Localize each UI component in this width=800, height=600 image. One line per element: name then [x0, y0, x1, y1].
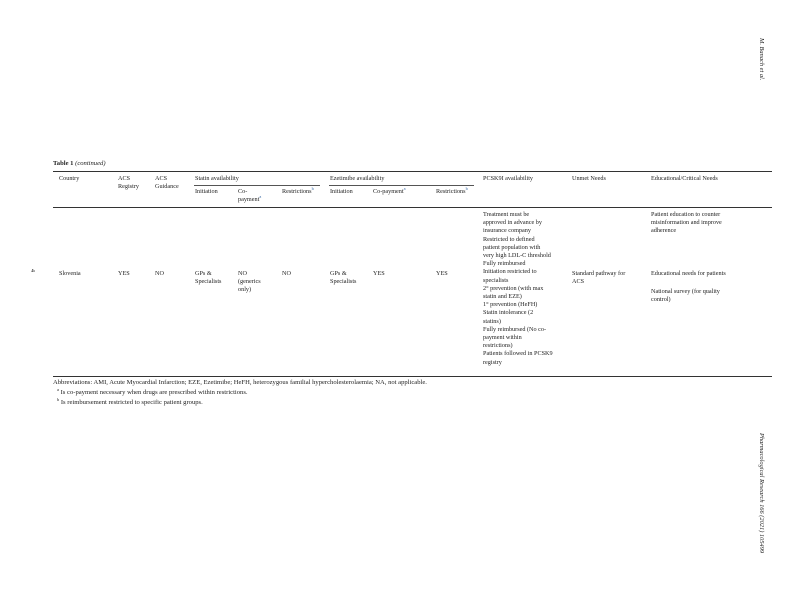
header-acs-guidance: ACS Guidance — [155, 175, 179, 191]
header-eze-restrictions: Restrictions$^b$ — [436, 185, 468, 195]
cell-unmet-needs: Standard pathway for ACS — [572, 270, 626, 286]
header-statin-initiation: Initiation — [195, 188, 218, 195]
header-country: Country — [59, 175, 80, 182]
cell-statin-initiation: GPs & Specialists — [195, 270, 222, 286]
header-unmet-needs: Unmet Needs — [572, 175, 606, 182]
cell-acs-registry: YES — [118, 270, 130, 277]
table-label: Table 1 — [53, 160, 74, 167]
cell-eze-copayment: YES — [373, 270, 385, 277]
footnote-a-marker: a — [57, 386, 59, 392]
header-bottom-rule — [53, 207, 772, 208]
header-pcsk9i: PCSK9I availability — [483, 175, 534, 182]
ezetimibe-group-rule — [329, 185, 474, 186]
abbreviations-note: Abbreviations: AMI, Acute Myocardial Infarction; EZE, Ezetimibe; HeFH, heterozygous familial hypercholesterolaemia; NA, not applicable. — [53, 379, 427, 386]
cell-eze-initiation: GPs & Specialists — [330, 270, 357, 286]
cell-educational-bottom: National survey (for quality control) — [651, 288, 720, 304]
statin-group-rule — [194, 185, 320, 186]
cell-country: Slovenia — [59, 270, 81, 277]
header-ezetimibe-group: Ezetimibe availability — [330, 175, 385, 182]
header-statin-group: Statin availability — [195, 175, 239, 182]
footnote-marker-a[interactable]: a — [403, 185, 406, 191]
header-eze-copayment: Co-payment$^a$ — [373, 185, 406, 195]
table-label-suffix: (continued) — [75, 160, 106, 167]
header-statin-copayment: Co- payment$^a$ — [238, 188, 262, 204]
footnote-marker-a[interactable]: a — [259, 194, 262, 200]
cell-statin-restrictions: NO — [282, 270, 291, 277]
cell-statin-copayment: NO (generics only) — [238, 270, 261, 294]
cell-educational-top: Patient education to counter misinformation and improve adherence — [651, 211, 722, 235]
table-bottom-rule — [53, 376, 772, 377]
page-number: 4 — [29, 268, 37, 273]
header-acs-registry: ACS Registry — [118, 175, 139, 191]
header-statin-restrictions: Restrictions$^b$ — [282, 185, 314, 195]
table-caption — [53, 160, 106, 169]
running-header-author: M. Banach et al. — [758, 38, 765, 81]
footnote-a — [57, 386, 248, 398]
cell-educational-mid: Educational needs for patients — [651, 270, 726, 277]
header-educational: Educational/Critical Needs — [651, 175, 718, 182]
footnote-marker-b[interactable]: b — [311, 185, 314, 191]
footnote-marker-b[interactable]: b — [465, 185, 468, 191]
cell-acs-guidance: NO — [155, 270, 164, 277]
cell-eze-restrictions: YES — [436, 270, 448, 277]
cell-pcsk9i: Treatment must be approved in advance by insurance company Restricted to defined patient population with very high LDL-C threshold Fully reimbursed Initiation restricted to specialists 2° prevention (with max statin and EZE) 1° prevention (HeFH) Statin intolerance (2 statins) Fully reimbursed (No co- payment within restrictions) Patients followed in PCSK9 registry — [483, 211, 553, 366]
running-footer-journal: Pharmacological Research 166 (2021) 105499 — [758, 433, 765, 554]
header-eze-initiation: Initiation — [330, 188, 353, 195]
table-top-rule — [53, 171, 772, 172]
footnote-b — [57, 396, 203, 408]
footnote-a-text: Is co-payment necessary when drugs are prescribed within restrictions. — [60, 389, 248, 396]
footnote-b-text: Is reimbursement restricted to specific patient groups. — [60, 399, 203, 406]
footnote-b-marker: b — [57, 396, 60, 402]
